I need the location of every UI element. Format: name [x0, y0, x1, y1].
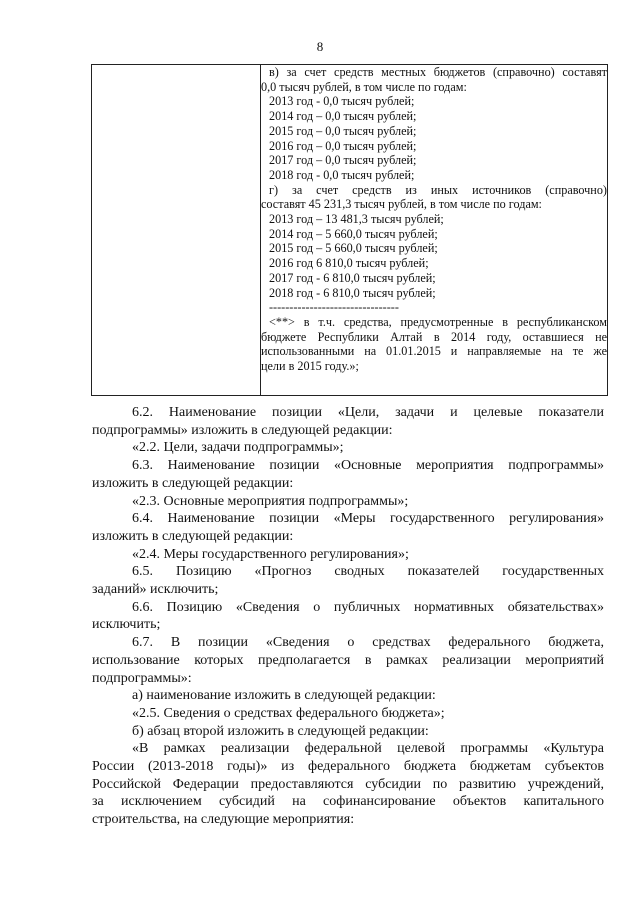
paragraph-line: «2.5. Сведения о средствах федерального бюджета»; — [132, 705, 445, 721]
paragraph-line: 6.2. Наименование позиции «Цели, задачи и целевые показатели — [132, 405, 604, 420]
table-cell-line: 2016 год 6 810,0 тысяч рублей; — [269, 256, 429, 271]
table-cell-line: 2013 год – 13 481,3 тысяч рублей; — [269, 212, 444, 227]
table-cell-line: -------------------------------- — [269, 300, 399, 315]
table-cell-line: 2018 год - 0,0 тысяч рублей; — [269, 167, 415, 182]
paragraph-line: 6.4. Наименование позиции «Меры государственного регулирования» — [132, 511, 604, 527]
table-cell-line: 2015 год – 0,0 тысяч рублей; — [269, 123, 417, 138]
table-cell-line: в) за счет средств местных бюджетов (справочно) составят — [269, 65, 607, 79]
paragraph-line: «2.4. Меры государственного регулирования»; — [132, 546, 409, 562]
paragraph-line: «2.2. Цели, задачи подпрограммы»; — [132, 440, 344, 456]
table-cell-line: 2017 год - 6 810,0 тысяч рублей; — [269, 270, 436, 285]
paragraph-line: «2.3. Основные мероприятия подпрограммы»; — [132, 493, 409, 509]
table-cell-line: 2014 год – 0,0 тысяч рублей; — [269, 109, 417, 124]
paragraph-line: «В рамках реализации федеральной целевой программы «Культура — [132, 741, 604, 757]
table-cell-line: составят 45 231,3 тысяч рублей, в том числе по годам: — [261, 197, 542, 212]
paragraph-line: 6.6. Позицию «Сведения о публичных нормативных обязательствах» — [132, 599, 604, 615]
page-number: 8 — [316, 39, 324, 54]
table-cell-line: 2013 год - 0,0 тысяч рублей; — [269, 94, 415, 109]
table-cell-line: 0,0 тысяч рублей, в том числе по годам: — [261, 79, 467, 94]
paragraph-line: Российской Федерации предоставляются субсидии по развитию учреждений, — [92, 776, 604, 792]
paragraph-line: подпрограммы» изложить в следующей редакции: — [92, 422, 393, 438]
paragraph-line: исключить; — [92, 617, 161, 633]
table-cell-line: бюджете Республики Алтай в 2014 году, оставшиеся не — [261, 329, 607, 344]
table-cell-line: 2015 год – 5 660,0 тысяч рублей; — [269, 241, 438, 256]
paragraph-line: изложить в следующей редакции: — [92, 528, 294, 544]
table-cell-line: 2016 год – 0,0 тысяч рублей; — [269, 138, 417, 153]
financing-table — [91, 64, 608, 396]
paragraph-line: б) абзац второй изложить в следующей редакции: — [132, 723, 429, 739]
paragraph-line: а) наименование изложить в следующей редакции: — [132, 688, 436, 704]
table-right-cell — [261, 65, 608, 396]
paragraph-line: использование которых предполагается в рамках реализации мероприятий — [92, 652, 604, 668]
paragraph-line: 6.5. Позицию «Прогноз сводных показателей государственных — [132, 564, 604, 580]
paragraph-line: изложить в следующей редакции: — [92, 475, 294, 491]
table-cell-line: цели в 2015 году.»; — [261, 359, 359, 374]
paragraph-line: России (2013-2018 годы)» из федерального бюджета бюджетам субъектов — [92, 759, 604, 775]
table-cell-line: <**> в т.ч. средства, предусмотренные в республиканском — [269, 314, 607, 329]
paragraph-line: 6.3. Наименование позиции «Основные мероприятия подпрограммы» — [132, 458, 604, 474]
table-cell-line: 2014 год – 5 660,0 тысяч рублей; — [269, 226, 438, 241]
paragraph-line: 6.7. В позиции «Сведения о средствах федерального бюджета, — [132, 635, 604, 651]
table-cell-line: 2017 год – 0,0 тысяч рублей; — [269, 153, 417, 168]
table-cell-line: г) за счет средств из иных источников (справочно) — [269, 182, 607, 197]
paragraph-line: строительства, на следующие мероприятия: — [92, 812, 355, 828]
paragraph-line: подпрограммы»: — [92, 670, 192, 686]
table-row — [92, 65, 608, 396]
paragraph-line: за исключением субсидий на софинансирование объектов капитального — [92, 794, 604, 810]
paragraph-line: заданий» исключить; — [92, 582, 219, 598]
table-left-cell — [92, 65, 261, 396]
table-cell-line: использованными на 01.01.2015 и направляемые на те же — [261, 344, 607, 359]
document-body — [92, 404, 604, 829]
table-cell-line: 2018 год - 6 810,0 тысяч рублей; — [269, 285, 436, 300]
